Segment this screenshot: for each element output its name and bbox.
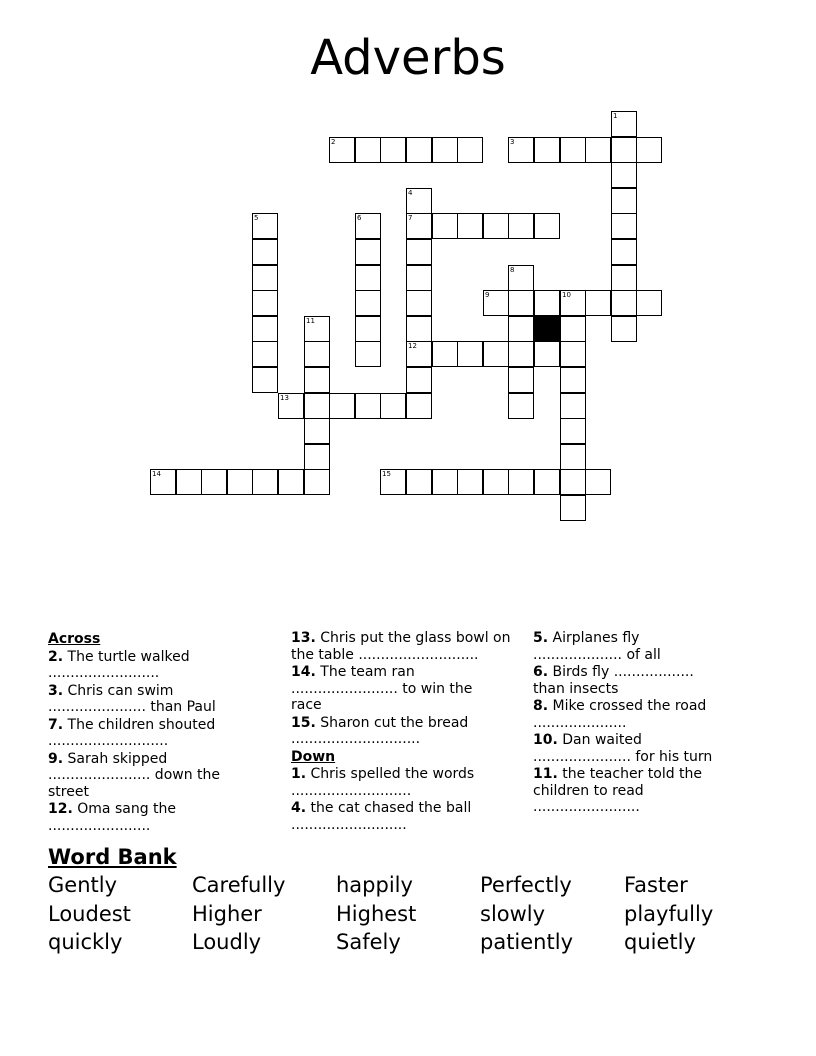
grid-cell[interactable] [457, 137, 483, 163]
grid-cell[interactable] [355, 393, 381, 419]
grid-cell[interactable] [483, 290, 509, 316]
grid-cell[interactable] [560, 393, 586, 419]
grid-cell[interactable] [560, 316, 586, 342]
grid-cell[interactable] [355, 290, 381, 316]
grid-cell[interactable] [304, 341, 330, 367]
grid-cell[interactable] [534, 290, 560, 316]
clue-number: 13 [280, 394, 289, 402]
grid-cell[interactable] [508, 393, 534, 419]
grid-cell[interactable] [406, 316, 432, 342]
word-bank-item: patiently [480, 930, 573, 954]
grid-cell[interactable] [406, 393, 432, 419]
clue-number: 11 [306, 317, 315, 325]
word-bank-item: Safely [336, 930, 401, 954]
grid-cell[interactable] [611, 137, 637, 163]
grid-cell[interactable] [355, 316, 381, 342]
word-bank-item: Gently [48, 873, 117, 897]
word-bank-item: Loudly [192, 930, 262, 954]
grid-cell[interactable] [227, 469, 253, 495]
grid-cell[interactable] [406, 137, 432, 163]
grid-cell[interactable] [560, 367, 586, 393]
grid-cell[interactable] [611, 265, 637, 291]
grid-cell[interactable] [508, 316, 534, 342]
blocked-cell [534, 316, 560, 342]
clue-column-1 [48, 630, 266, 834]
clue-down-10: 10. Dan waited ...................... for his turn [533, 732, 713, 765]
page-title: Adverbs [310, 30, 506, 86]
grid-cell[interactable] [611, 316, 637, 342]
clue-number: 8 [510, 266, 515, 274]
grid-cell[interactable] [380, 393, 406, 419]
grid-cell[interactable] [611, 111, 637, 137]
grid-cell[interactable] [534, 213, 560, 239]
grid-cell[interactable] [432, 137, 458, 163]
clue-across-7: 7. The children shouted ........................... [48, 716, 216, 749]
grid-cell[interactable] [304, 316, 330, 342]
grid-cell[interactable] [560, 137, 586, 163]
clue-column-3 [533, 630, 758, 816]
word-bank-item: Faster [624, 873, 688, 897]
grid-cell[interactable] [406, 341, 432, 367]
clue-down-4: 4. the cat chased the ball .......................... [291, 800, 472, 833]
grid-cell[interactable] [508, 137, 534, 163]
grid-cell[interactable] [304, 444, 330, 470]
word-bank-item: Highest [336, 902, 417, 926]
grid-cell[interactable] [508, 341, 534, 367]
clue-down-11: 11. the teacher told the children to read ........................ [533, 766, 703, 815]
grid-cell[interactable] [201, 469, 227, 495]
grid-cell[interactable] [560, 444, 586, 470]
grid-cell[interactable] [534, 341, 560, 367]
word-bank-item: Carefully [192, 873, 286, 897]
clue-number: 12 [408, 342, 417, 350]
clue-across-12: 12. Oma sang the ....................... [48, 801, 177, 834]
grid-cell[interactable] [585, 137, 611, 163]
clue-down-8: 8. Mike crossed the road ..................... [533, 698, 707, 731]
grid-cell[interactable] [304, 469, 330, 495]
grid-cell[interactable] [252, 341, 278, 367]
grid-cell[interactable] [355, 265, 381, 291]
word-bank-title: Word Bank [48, 845, 177, 869]
grid-cell[interactable] [406, 188, 432, 214]
grid-cell[interactable] [432, 341, 458, 367]
clue-number: 15 [382, 470, 391, 478]
grid-cell[interactable] [252, 290, 278, 316]
grid-cell[interactable] [355, 239, 381, 265]
grid-cell[interactable] [278, 393, 304, 419]
grid-cell[interactable] [406, 239, 432, 265]
grid-cell[interactable] [611, 290, 637, 316]
clue-across-3: 3. Chris can swim ...................... than Paul [48, 682, 216, 715]
grid-cell[interactable] [508, 265, 534, 291]
grid-cell[interactable] [508, 367, 534, 393]
grid-cell[interactable] [329, 393, 355, 419]
grid-cell[interactable] [355, 213, 381, 239]
clue-number: 1 [613, 112, 618, 120]
clue-across-14: 14. The team ran ........................ to win the race [291, 664, 473, 713]
grid-cell[interactable] [252, 213, 278, 239]
grid-cell[interactable] [252, 469, 278, 495]
grid-cell[interactable] [252, 239, 278, 265]
grid-cell[interactable] [406, 213, 432, 239]
grid-cell[interactable] [252, 316, 278, 342]
grid-cell[interactable] [585, 290, 611, 316]
clue-across-13: 13. Chris put the glass bowl on the table ........................... [291, 630, 511, 663]
clue-across-9: 9. Sarah skipped ....................... down the street [48, 750, 221, 800]
word-bank-item: happily [336, 873, 413, 897]
clue-number: 5 [254, 214, 259, 222]
grid-cell[interactable] [457, 341, 483, 367]
grid-cell[interactable] [252, 367, 278, 393]
clue-down-1: 1. Chris spelled the words ........................... [291, 766, 475, 799]
grid-cell[interactable] [508, 290, 534, 316]
grid-cell[interactable] [611, 162, 637, 188]
clue-number: 6 [357, 214, 362, 222]
grid-cell[interactable] [457, 213, 483, 239]
grid-cell[interactable] [560, 418, 586, 444]
grid-cell[interactable] [560, 290, 586, 316]
grid-cell[interactable] [534, 469, 560, 495]
grid-cell[interactable] [636, 137, 662, 163]
grid-cell[interactable] [560, 495, 586, 521]
grid-cell[interactable] [329, 137, 355, 163]
word-bank-item: playfully [624, 902, 714, 926]
grid-cell[interactable] [611, 239, 637, 265]
grid-cell[interactable] [611, 188, 637, 214]
down-heading: Down [291, 748, 336, 765]
grid-cell[interactable] [380, 469, 406, 495]
grid-cell[interactable] [560, 341, 586, 367]
clue-down-6: 6. Birds fly .................. than insects [533, 664, 694, 697]
grid-cell[interactable] [406, 290, 432, 316]
grid-cell[interactable] [585, 469, 611, 495]
clue-number: 9 [485, 291, 490, 299]
grid-cell[interactable] [406, 265, 432, 291]
grid-cell[interactable] [380, 137, 406, 163]
grid-cell[interactable] [432, 213, 458, 239]
grid-cell[interactable] [483, 213, 509, 239]
word-bank-item: quickly [48, 930, 123, 954]
grid-cell[interactable] [483, 469, 509, 495]
grid-cell[interactable] [252, 265, 278, 291]
clue-number: 7 [408, 214, 413, 222]
grid-cell[interactable] [304, 393, 330, 419]
across-heading: Across [48, 631, 101, 647]
grid-cell[interactable] [176, 469, 202, 495]
grid-cell[interactable] [355, 137, 381, 163]
grid-cell[interactable] [278, 469, 304, 495]
grid-cell[interactable] [406, 367, 432, 393]
grid-cell[interactable] [432, 469, 458, 495]
word-bank-item: Higher [192, 902, 262, 926]
grid-cell[interactable] [457, 469, 483, 495]
clue-down-5: 5. Airplanes fly .................... of all [533, 630, 661, 663]
word-bank-item: slowly [480, 902, 546, 926]
clue-across-15: 15. Sharon cut the bread ............................. [291, 714, 469, 747]
grid-cell[interactable] [304, 418, 330, 444]
clue-number: 4 [408, 189, 413, 197]
word-bank-item: quietly [624, 930, 696, 954]
grid-cell[interactable] [483, 341, 509, 367]
grid-cell[interactable] [611, 213, 637, 239]
clue-number: 3 [510, 138, 515, 146]
clue-number: 14 [152, 470, 161, 478]
grid-cell[interactable] [508, 469, 534, 495]
word-bank-item: Perfectly [480, 873, 572, 897]
grid-cell[interactable] [406, 469, 432, 495]
grid-cell[interactable] [560, 469, 586, 495]
word-bank-item: Loudest [48, 902, 131, 926]
clue-number: 2 [331, 138, 336, 146]
clue-number: 10 [562, 291, 571, 299]
grid-cell[interactable] [304, 367, 330, 393]
grid-cell[interactable] [636, 290, 662, 316]
grid-cell[interactable] [508, 213, 534, 239]
clue-across-2: 2. The turtle walked ......................... [48, 648, 190, 681]
grid-cell[interactable] [534, 137, 560, 163]
grid-cell[interactable] [355, 341, 381, 367]
grid-cell[interactable] [150, 469, 176, 495]
clue-column-2 [291, 630, 523, 833]
